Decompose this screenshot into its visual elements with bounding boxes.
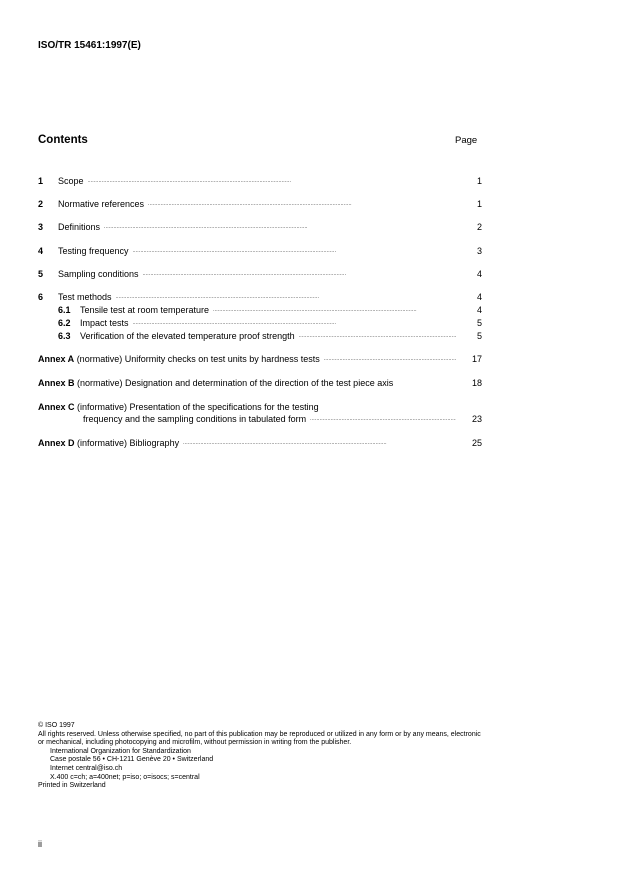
printed-in: Printed in Switzerland	[38, 782, 106, 790]
rights-line-2: or mechanical, including photocopying and microfilm, without permission in writing from the publisher.	[38, 739, 352, 747]
toc-page: 23	[471, 414, 482, 424]
annex-label: Annex B	[38, 378, 75, 388]
toc-page: 3	[476, 246, 482, 256]
toc-title: Test methods	[58, 292, 112, 302]
toc-page: 4	[476, 292, 482, 302]
toc-number: 4	[38, 246, 44, 256]
toc-page: 2	[476, 222, 482, 232]
toc-number: 6.1	[58, 305, 71, 315]
copyright-line: © ISO 1997	[38, 722, 75, 729]
toc-title: Scope	[58, 176, 84, 186]
toc-number: 2	[38, 199, 44, 209]
toc-entry-6-3[interactable]	[38, 329, 482, 342]
leader-dots	[324, 352, 456, 365]
leader-dots	[310, 412, 456, 425]
leader-dots	[133, 316, 456, 329]
toc-page: 17	[471, 354, 482, 364]
toc-entry-2[interactable]	[38, 197, 482, 210]
toc-page: 4	[476, 305, 482, 315]
leader-dots	[183, 436, 456, 449]
leader-dots	[88, 174, 456, 187]
annex-text: (informative) Bibliography	[77, 438, 180, 448]
toc-title: Normative references	[58, 199, 145, 209]
toc-number: 5	[38, 269, 44, 279]
toc-title: Testing frequency	[58, 246, 129, 256]
toc-annex-d[interactable]	[38, 436, 482, 449]
org-x400: X.400 c=ch; a=400net; p=iso; o=isocs; s=central	[50, 773, 200, 781]
toc-annex-b[interactable]	[38, 376, 482, 389]
toc-number: 6.3	[58, 331, 71, 341]
org-address: Case postale 56 • CH-1211 Genève 20 • Switzerland	[50, 756, 214, 764]
leader-dots	[143, 267, 456, 280]
annex-label: Annex C	[38, 402, 75, 412]
copyright-block	[38, 722, 481, 791]
annex-text: (normative) Uniformity checks on test units by hardness tests	[76, 354, 320, 364]
toc-title: Impact tests	[80, 318, 129, 328]
leader-dots	[213, 303, 456, 316]
org-name: International Organization for Standardization	[50, 747, 191, 755]
leader-dots	[148, 197, 456, 210]
toc-page: 5	[476, 318, 482, 328]
toc-number: 6	[38, 292, 44, 302]
leader-dots	[104, 220, 456, 233]
toc-entry-5[interactable]	[38, 267, 482, 280]
toc-page: 1	[476, 199, 482, 209]
toc-entry-6-2[interactable]	[38, 316, 482, 329]
org-internet: Internet central@iso.ch	[50, 764, 123, 772]
annex-text: (informative) Presentation of the specifications for the testing	[77, 402, 319, 412]
toc-title: Sampling conditions	[58, 269, 139, 279]
document-header: ISO/TR 15461:1997(E)	[38, 40, 141, 51]
toc-entry-1[interactable]	[38, 174, 482, 187]
toc-entry-4[interactable]	[38, 244, 482, 257]
annex-text: (normative) Designation and determination of the direction of the test piece axis	[77, 378, 394, 388]
toc-entry-3[interactable]	[38, 220, 482, 233]
rights-line: All rights reserved. Unless otherwise specified, no part of this publication may be reproduced or utilized in any form or by any means, electronic	[38, 730, 481, 738]
annex-label: Annex D	[38, 438, 75, 448]
toc-title: Verification of the elevated temperature proof strength	[80, 331, 295, 341]
toc-entry-6[interactable]	[38, 290, 482, 303]
toc-title: Definitions	[58, 222, 101, 232]
page-number: ii	[38, 839, 42, 849]
annex-label: Annex A	[38, 354, 75, 364]
contents-title: Contents	[38, 134, 88, 146]
toc-page: 18	[471, 378, 482, 388]
toc-title: Tensile test at room temperature	[80, 305, 210, 315]
toc-page: 4	[476, 269, 482, 279]
toc-page: 1	[476, 176, 482, 186]
toc-page: 25	[471, 438, 482, 448]
toc-page: 5	[476, 331, 482, 341]
leader-dots	[116, 290, 456, 303]
toc-annex-c-cont[interactable]	[83, 412, 482, 425]
page-column-label: Page	[455, 135, 478, 146]
annex-text-cont: frequency and the sampling conditions in tabulated form	[83, 414, 307, 424]
toc-annex-a[interactable]	[38, 352, 482, 365]
toc-number: 6.2	[58, 318, 71, 328]
toc-number: 1	[38, 176, 44, 186]
leader-dots	[133, 244, 456, 257]
leader-dots	[299, 329, 456, 342]
toc-entry-6-1[interactable]	[38, 303, 482, 316]
toc-number: 3	[38, 222, 44, 232]
